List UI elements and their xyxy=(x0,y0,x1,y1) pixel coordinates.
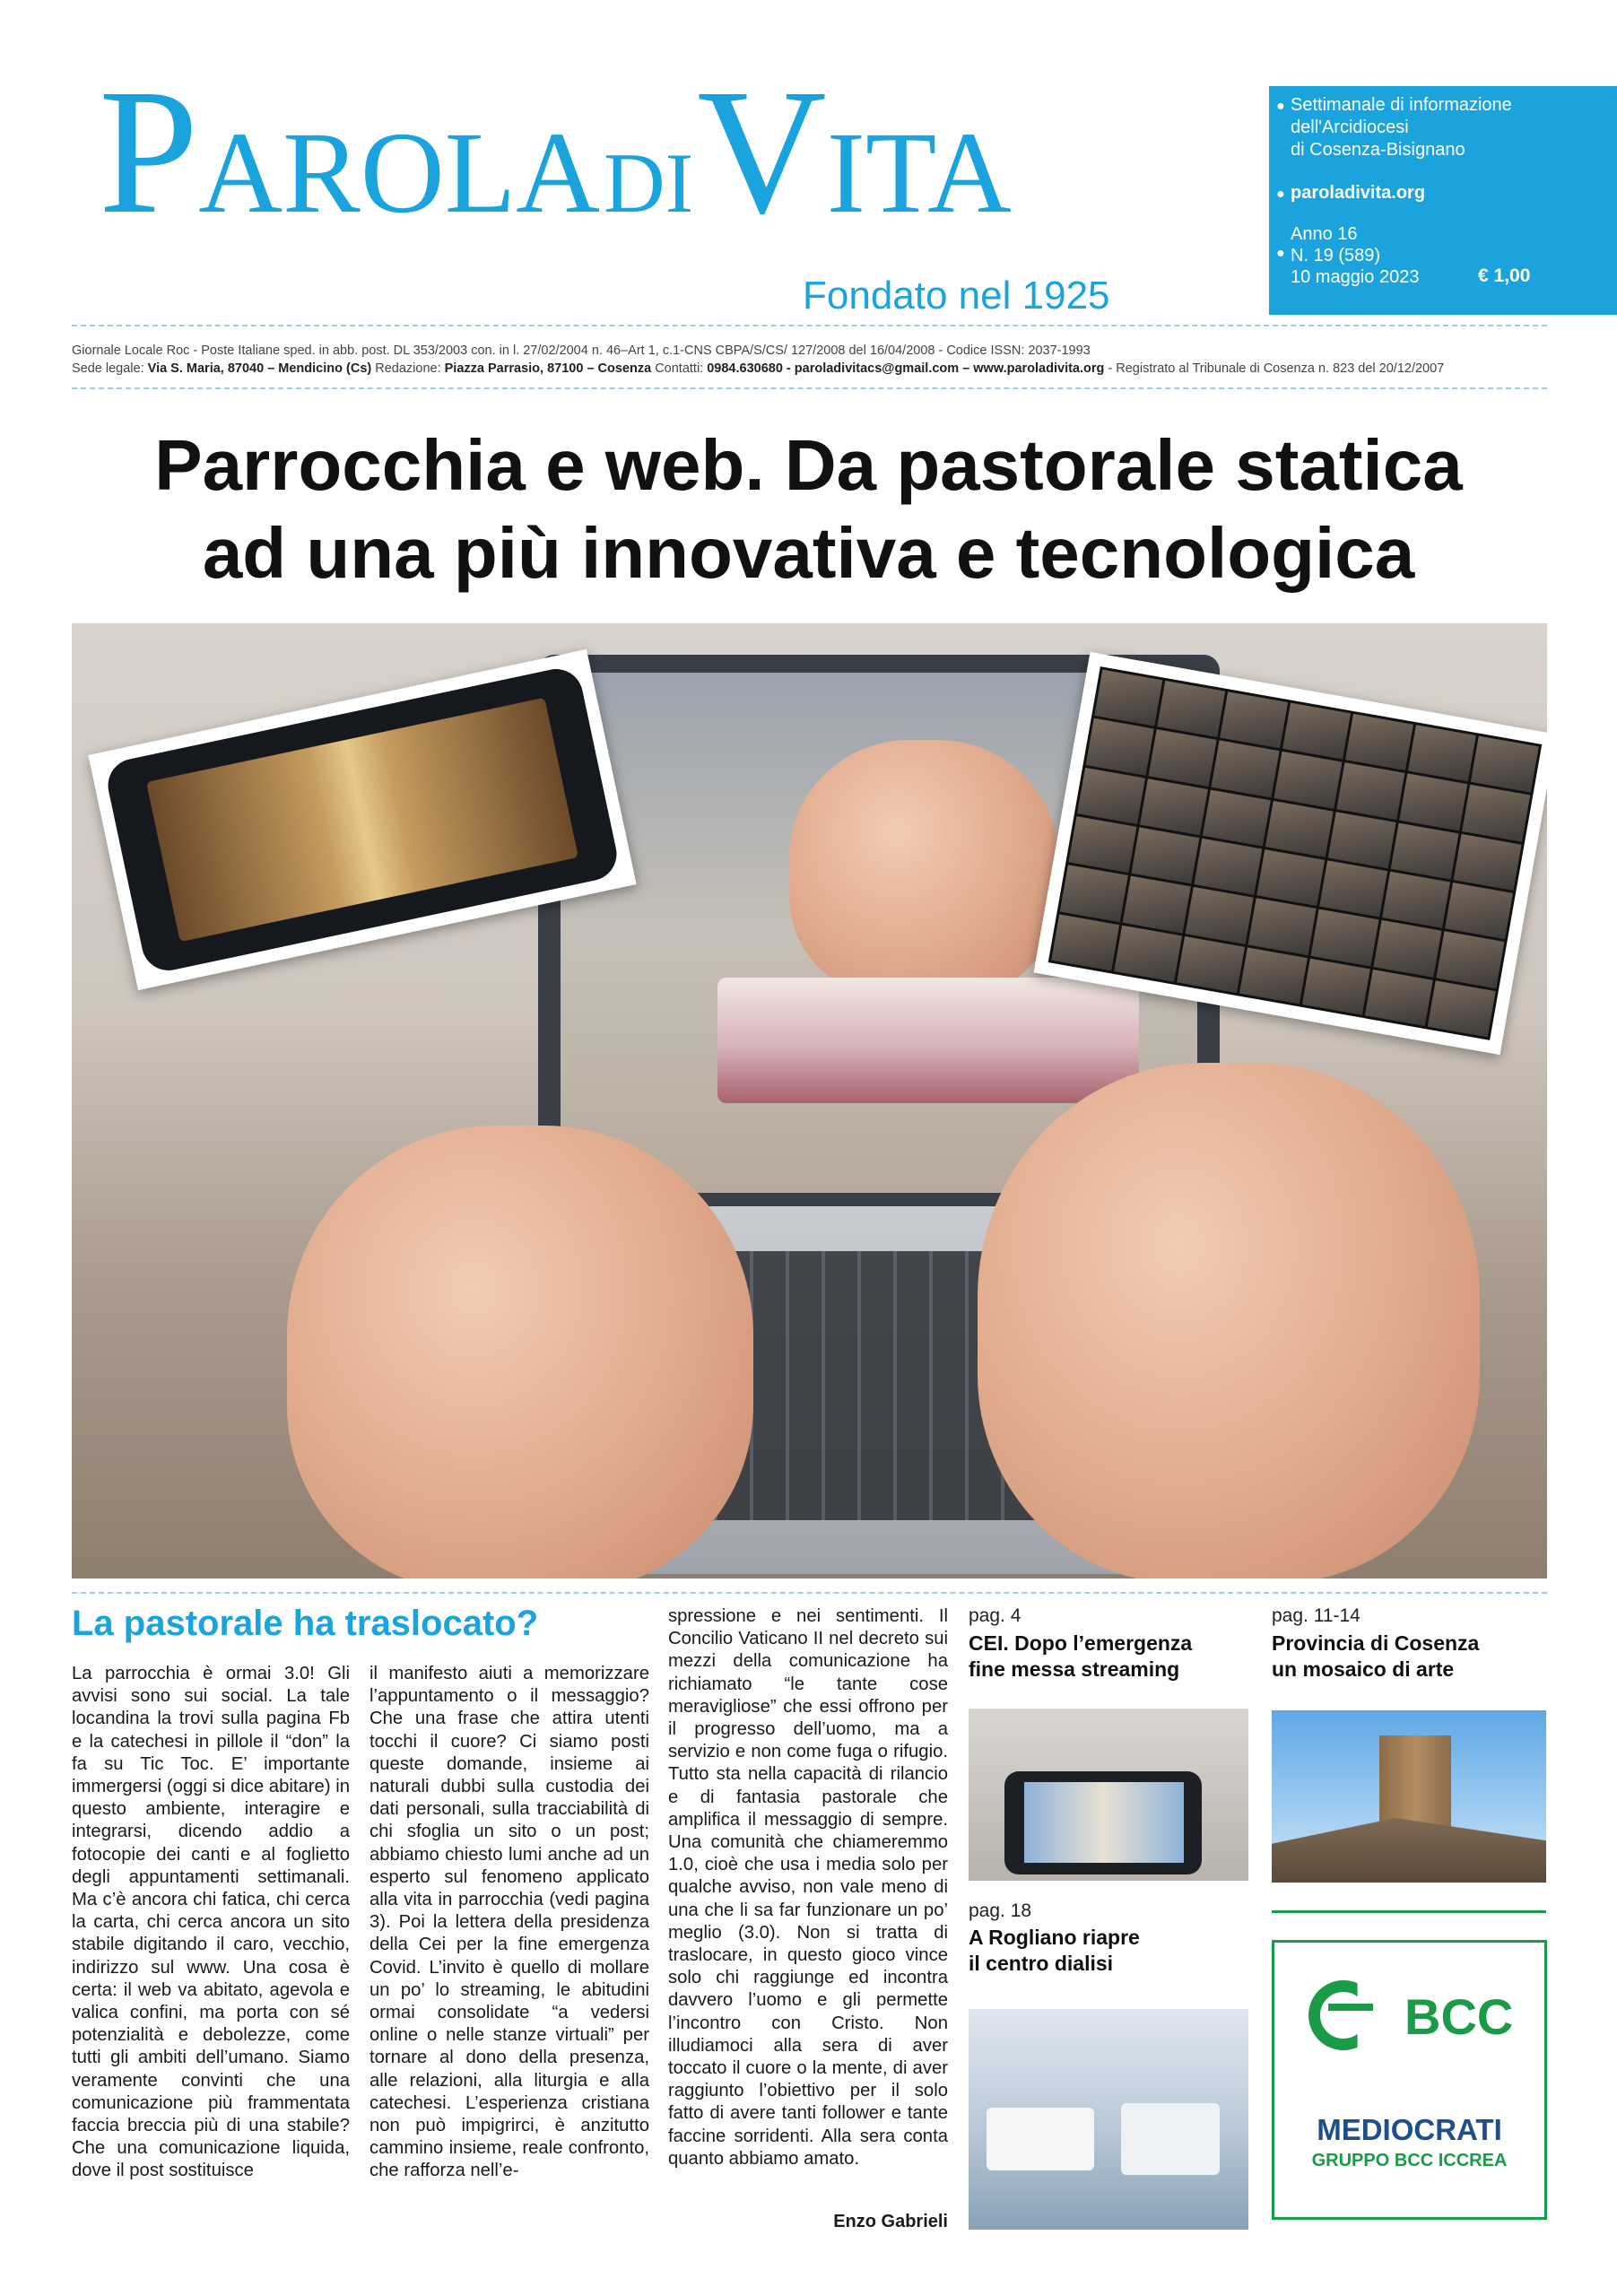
article-column-3: spressione e nei sentimenti. Il Concilio Vaticano II nel decreto sui mezzi della comunicazione ha richiamato “le tante cose meravigliose” che essi offrono per il progresso dell’uomo, ma a servizio e non come fuga o rifugio. Tutto sta nella capacità di rilancio e di fantasia pastorale che amplifica il messaggio di sempre. Una comunità che chiameremmo 1.0, cioè che usa i media solo per qualche avviso, non vale meno di una che li sa far funzionare un po’ meglio (3.0). Non si tratta di traslocare, in questo gioco vince solo chi raggiunge ed incontra davvero l’uomo e gli permette l’incontro con Cristo. Non illudiamoci alla sera di aver toccato il cuore o la mente, di aver raggiunto l’obiettivo per il solo fatto di avere tanti follower e tante faccine sorridenti. Alla sera conta quanto abbiamo amato. xyxy=(668,1606,948,2169)
castle-wall xyxy=(1272,1818,1546,1883)
divider xyxy=(72,387,1547,389)
video-call-grid xyxy=(1048,666,1543,1040)
issue-info-box xyxy=(1269,86,1617,315)
bullet-icon: ● xyxy=(1276,187,1285,202)
newspaper-title: PAROLA DI VITA xyxy=(99,53,1012,251)
publication-diocese-name: di Cosenza-Bisignano xyxy=(1291,140,1465,160)
teaser-headline[interactable]: CEI. Dopo l’emergenza fine messa streaming xyxy=(969,1631,1193,1681)
church-interior-image xyxy=(146,698,578,943)
headline-line-2: ad una più innovativa e tecnologica xyxy=(202,513,1415,593)
divider xyxy=(72,325,1547,326)
article-title: La pastorale ha traslocato? xyxy=(72,1604,539,1643)
headline-line-1: Parrocchia e web. Da pastorale statica xyxy=(154,425,1463,505)
hero-photo xyxy=(72,623,1547,1578)
main-headline xyxy=(54,422,1563,597)
issue-price: € 1,00 xyxy=(1478,265,1531,286)
bcc-logo-bar xyxy=(1328,2004,1373,2011)
ad-divider xyxy=(1272,1910,1546,1913)
bullet-icon: ● xyxy=(1276,246,1285,261)
teaser-page-ref: pag. 4 xyxy=(969,1605,1021,1626)
hospital-bed xyxy=(987,2108,1094,2170)
bcc-logo-icon xyxy=(1308,1980,1378,2050)
publication-diocese: dell'Arcidiocesi xyxy=(1291,117,1409,137)
website-link[interactable]: paroladivita.org xyxy=(1291,183,1426,203)
bank-name: MEDIOCRATI xyxy=(1317,2113,1502,2146)
bank-group: GRUPPO BCC ICCREA xyxy=(1311,2151,1508,2170)
streaming-phone-photo xyxy=(969,1709,1248,1881)
issue-date: 10 maggio 2023 xyxy=(1291,267,1420,287)
article-column-1: La parrocchia è ormai 3.0! Gli avvisi sono sui social. La tale locandina la trovi sulla pagina Fb e la catechesi in pillole il “don” la fa su Tic Toc. E’ importante immergersi (oggi si dice abitare) in questo ambiente, interagire e integrarsi, dicendo addio a fotocopie dei canti e al foglietto degli appuntamenti settimanali. Ma c’è ancora chi fatica, chi cerca la carta, chi cerca ancora un sito stabile digitando il caro, vecchio, indirizzo sul www. Una cosa è certa: il web va abitato, agevola e valica confini, ma porta con sé potenzialità e debolezze, come tutti gli ambiti dell’umano. Siamo veramente convinti che una comunicazione più frammentata faccia breccia più di una stabile? Che una comunicazione liquida, dove il post sostituisce xyxy=(72,1664,350,2181)
hospital-bed xyxy=(1121,2103,1220,2175)
article-column-2: il manifesto aiuti a memorizzare l’appuntamento o il messaggio? Che una frase che attira utenti tocchi il cuore? Ci siamo posti queste domande, insieme ai naturali dubbi sulla custodia dei dati personali, sulla tracciabilità di chi sfoglia un sito o un post; abbiamo chiesto lumi anche ad un esperto sul fenomeno applicato alla vita in parrocchia (vedi pagina 3). Poi la lettera della presidenza della Cei per la fine emergenza Covid. L’invito è quello di mollare un po’ lo streaming, le abitudini ormai consolidate “a vedersi online o nelle stanze virtuali” per tornare al dono della presenza, alle relazioni, alla liturgia e alla catechesi. L’esperienza cristiana non può impigrirci, è anzitutto cammino insieme, reale confronto, che rafforza nell’e- xyxy=(369,1664,649,2181)
praying-hands-right xyxy=(978,1063,1480,1578)
imprint-line-2: Sede legale: Via S. Maria, 87040 – Mendicino (Cs) Redazione: Piazza Parrasio, 87100 – Cosenza Contatti: 0984.630680 - paroladivitacs@gmail.com – www.paroladivita.org - Registrato al Tribunale di Cosenza n. 823 del 20/12/2007 xyxy=(72,361,1445,376)
divider xyxy=(72,1592,1547,1594)
open-bible xyxy=(717,978,1139,1103)
issue-number: N. 19 (589) xyxy=(1291,246,1381,265)
praying-hands-left xyxy=(287,1126,753,1578)
article-author: Enzo Gabrieli xyxy=(833,2212,948,2231)
teaser-headline[interactable]: Provincia di Cosenza un mosaico di arte xyxy=(1272,1631,1480,1681)
dialysis-center-photo xyxy=(969,2009,1248,2230)
imprint-line-1: Giornale Locale Roc - Poste Italiane sped. in abb. post. DL 353/2003 con. in l. 27/02/2004 n. 46–Art 1, c.1-CNS CBPA/S/CS/ 127/2008 del 16/04/2008 - Codice ISSN: 2037-1993 xyxy=(72,344,1091,358)
mass-stream-screen xyxy=(1024,1782,1184,1863)
issue-year: Anno 16 xyxy=(1291,224,1358,244)
publication-type: Settimanale di informazione xyxy=(1291,95,1512,115)
bcc-advertisement[interactable] xyxy=(1272,1940,1547,2220)
bcc-logo-text: BCC xyxy=(1404,1988,1514,2045)
teaser-page-ref: pag. 11-14 xyxy=(1272,1605,1361,1626)
praying-hands-on-screen xyxy=(789,740,1058,1000)
founded-line: Fondato nel 1925 xyxy=(803,274,1110,317)
teaser-headline[interactable]: A Rogliano riapre il centro dialisi xyxy=(969,1926,1140,1975)
teaser-page-ref: pag. 18 xyxy=(969,1900,1032,1921)
bullet-icon: ● xyxy=(1276,99,1285,114)
castle-tower-photo xyxy=(1272,1710,1546,1883)
